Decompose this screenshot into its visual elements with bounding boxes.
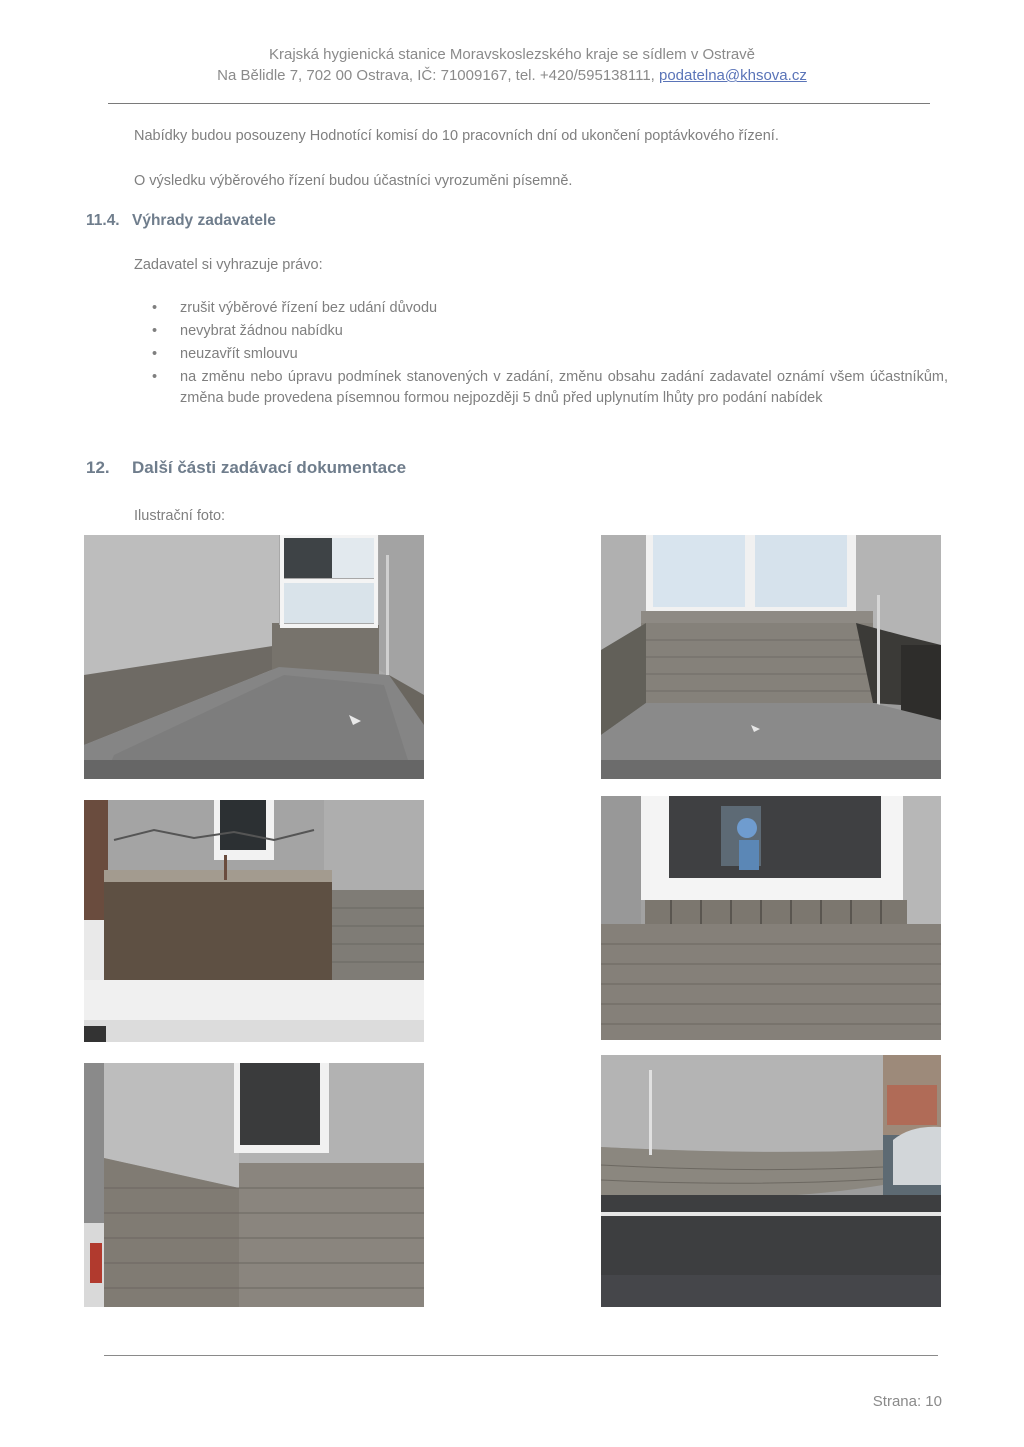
list-item: • neuzavřít smlouvu (152, 344, 948, 365)
list-item: • na změnu nebo úpravu podmínek stanovených v zadání, změnu obsahu zadání zadavatel oznámí všem účastníkům, změna bude provedena písemnou formou nejpozději 5 dnů před uplynutím lhůty pro podání nabídek (152, 369, 948, 406)
section-heading-12 (86, 458, 406, 478)
bullet-icon: • (152, 369, 158, 385)
bullet-icon: • (152, 323, 158, 339)
photo-wall-corner-car (84, 1063, 424, 1307)
section-title: Výhrady zadavatele (132, 212, 276, 229)
footer-divider (104, 1355, 938, 1356)
result-paragraph: O výsledku výběrového řízení budou účastníci vyrozuměni písemně. (134, 173, 573, 189)
bullet-icon: • (152, 346, 158, 362)
page-number: Strana: 10 (872, 1393, 942, 1410)
email-link[interactable]: podatelna@khsova.cz (659, 67, 807, 84)
photo-courtyard-corner (84, 535, 424, 779)
list-item: • zrušit výběrové řízení bez udání důvodu (152, 298, 948, 319)
photo-window-closeup (601, 796, 941, 1040)
photo-window-sill-front (601, 535, 941, 779)
list-item: • nevybrat žádnou nabídku (152, 321, 948, 342)
photo-raised-platform (84, 800, 424, 1042)
letterhead (0, 44, 1024, 86)
section-heading-11-4 (86, 212, 276, 230)
letterhead-contact (217, 65, 807, 86)
evaluation-paragraph: Nabídky budou posouzeny Hodnotící komisí do 10 pracovních dní od ukončení poptávkového řízení. (134, 128, 779, 144)
bullet-icon: • (152, 300, 158, 316)
section-title: Další části zadávací dokumentace (132, 458, 407, 477)
letterhead-address: Na Bělidle 7, 702 00 Ostrava, IČ: 71009167, tel. +420/595138111, (217, 67, 659, 84)
header-divider (108, 103, 930, 104)
letterhead-institution: Krajská hygienická stanice Moravskoslezského kraje se sídlem v Ostravě (268, 46, 756, 63)
section-number: 11.4. (86, 212, 120, 229)
section-number: 12. (86, 458, 110, 477)
reservations-list (152, 298, 948, 411)
reservations-intro: Zadavatel si vyhrazuje právo: (134, 257, 323, 273)
photo-caption: Ilustrační foto: (134, 508, 226, 524)
photo-curved-wall-parking (601, 1055, 941, 1307)
